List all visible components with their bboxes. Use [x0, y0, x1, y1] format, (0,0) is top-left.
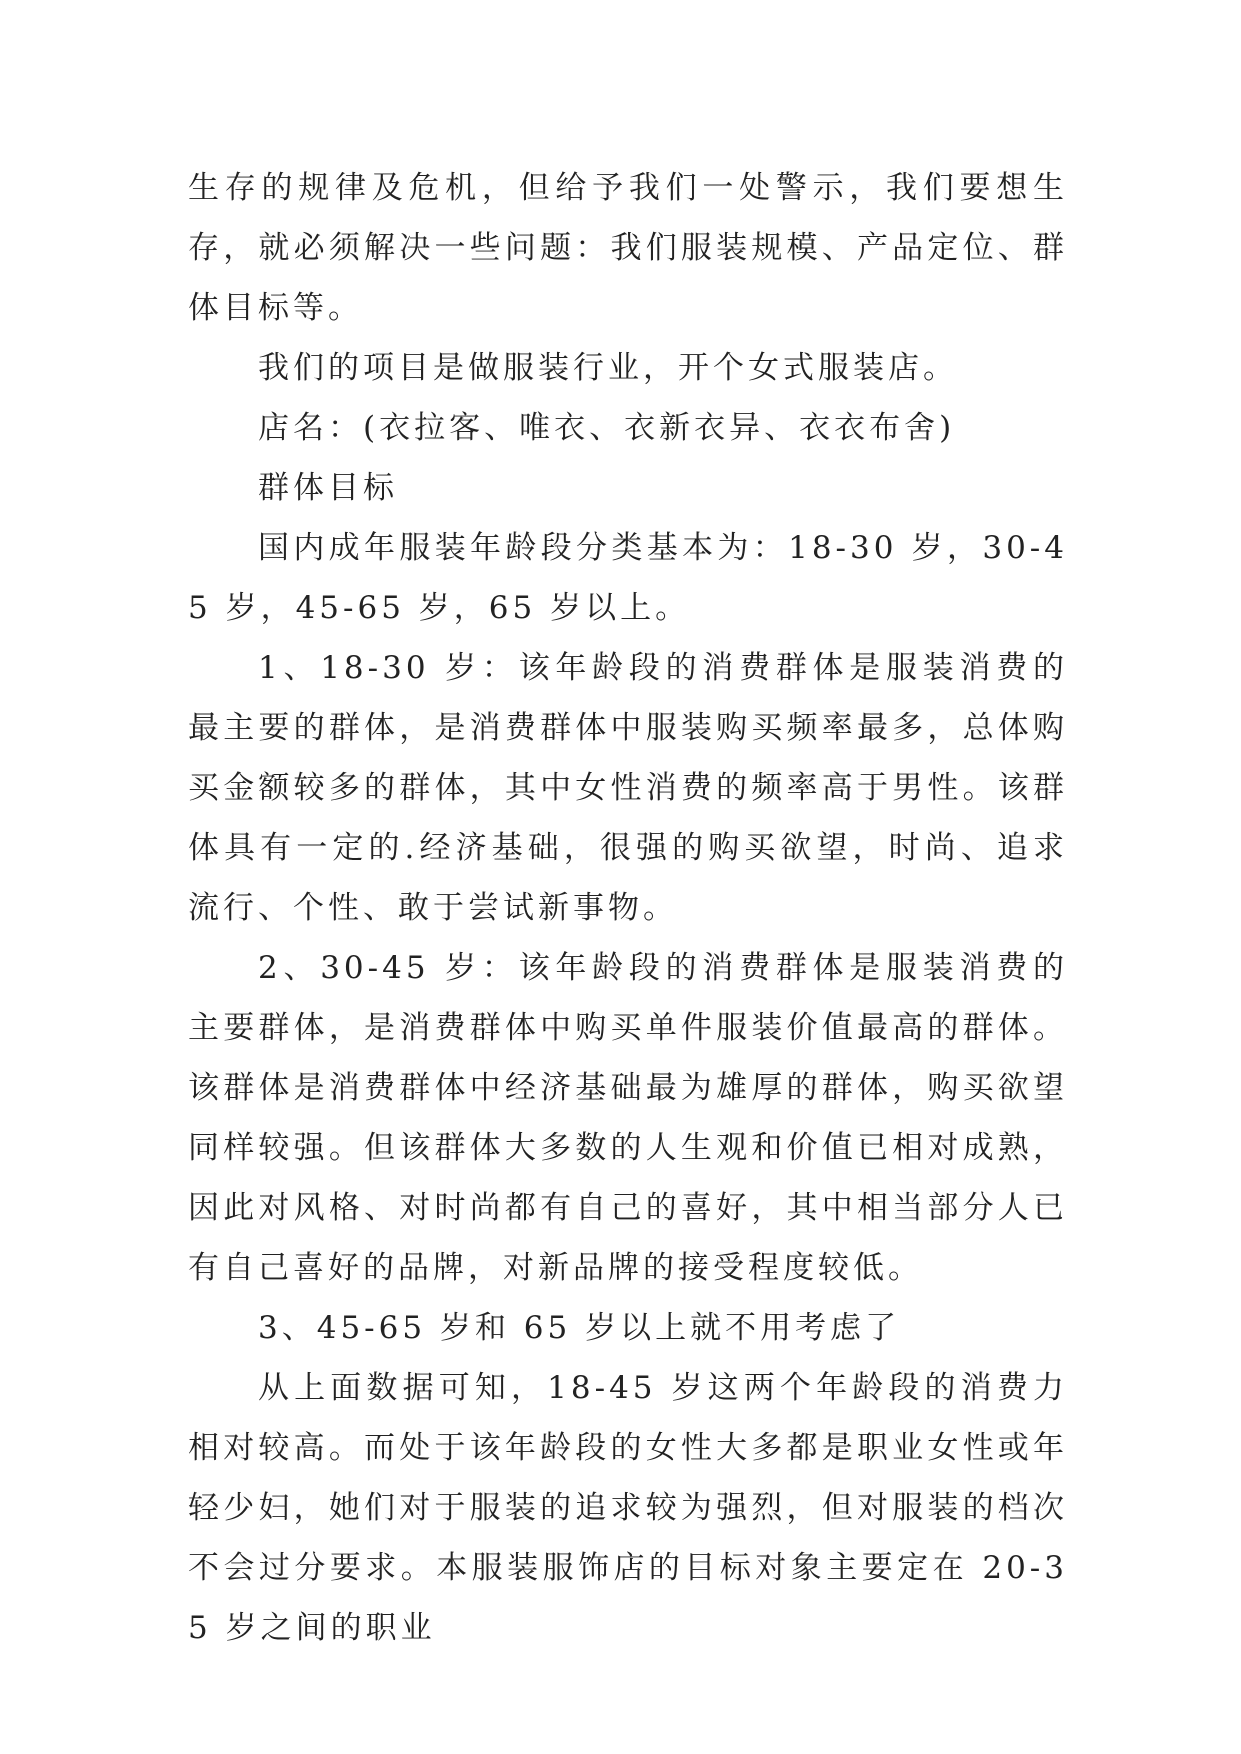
paragraph-project: 我们的项目是做服装行业，开个女式服装店。 — [258, 350, 958, 386]
paragraph-age-18-30: 1、18-30 岁：该年龄段的消费群体是服装消费的最主要的群体，是消费群体中服装购买频率最多，总体购买金额较多的群体，其中女性消费的频率高于男性。该群体具有一定的.经济基础，很强的购买欲望，时尚、追求流行、个性、敢于尝试新事物。 — [188, 650, 1068, 926]
paragraph-conclusion: 从上面数据可知，18-45 岁这两个年龄段的消费力相对较高。而处于该年龄段的女性大多都是职业女性或年轻少妇，她们对于服装的追求较为强烈，但对服装的档次不会过分要求。本服装服饰店的目标对象主要定在 20-35 岁之间的职业 — [188, 1370, 1068, 1646]
paragraph-intro: 生存的规律及危机，但给予我们一处警示，我们要想生存，就必须解决一些问题：我们服装规模、产品定位、群体目标等。 — [188, 170, 1068, 326]
paragraph-age-45-65: 3、45-65 岁和 65 岁以上就不用考虑了 — [258, 1310, 901, 1346]
paragraph-heading-target-group: 群体目标 — [258, 470, 398, 506]
document-body — [188, 158, 1068, 1658]
paragraph-age-30-45: 2、30-45 岁：该年龄段的消费群体是服装消费的主要群体，是消费群体中购买单件服装价值最高的群体。该群体是消费群体中经济基础最为雄厚的群体，购买欲望同样较强。但该群体大多数的人生观和价值已相对成熟，因此对风格、对时尚都有自己的喜好，其中相当部分人已有自己喜好的品牌，对新品牌的接受程度较低。 — [188, 950, 1068, 1286]
paragraph-age-classification: 国内成年服装年龄段分类基本为：18-30 岁，30-45 岁，45-65 岁，65 岁以上。 — [188, 530, 1068, 626]
paragraph-store-name: 店名：(衣拉客、唯衣、衣新衣异、衣衣布舍) — [258, 410, 956, 446]
